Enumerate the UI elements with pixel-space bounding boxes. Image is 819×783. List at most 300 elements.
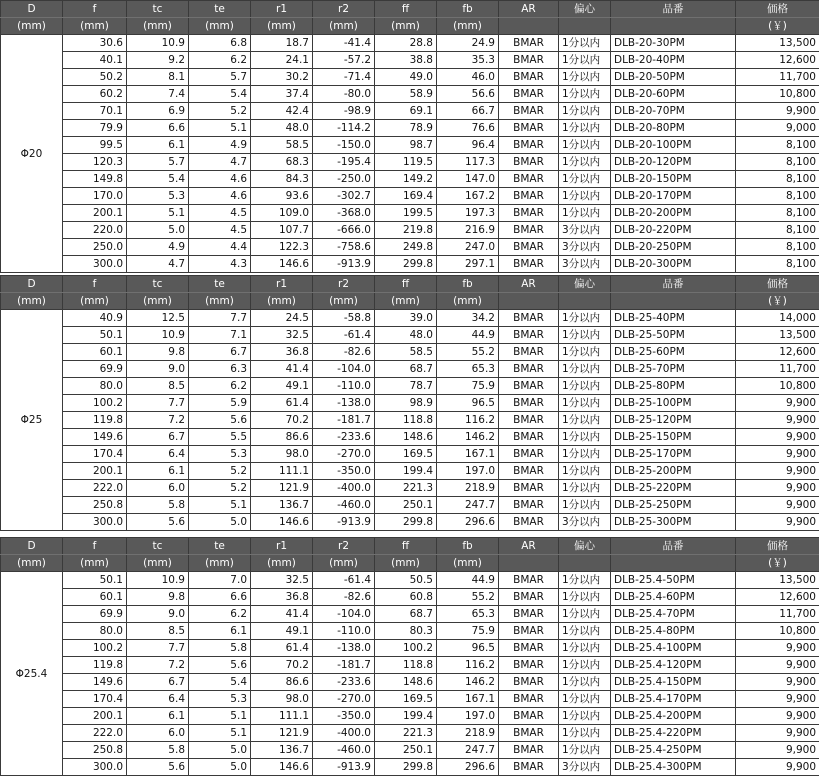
cell-ff: 119.5 <box>375 154 437 171</box>
cell-ar: BMAR <box>499 188 559 205</box>
cell-te: 5.1 <box>189 497 251 514</box>
header-tc: tc <box>127 276 189 293</box>
cell-part-number: DLB-25-40PM <box>611 310 736 327</box>
cell-tc: 6.0 <box>127 480 189 497</box>
cell-price: 9,900 <box>736 514 819 531</box>
cell-tc: 9.0 <box>127 606 189 623</box>
cell-r1: 49.1 <box>251 378 313 395</box>
cell-tc: 5.0 <box>127 222 189 239</box>
table-row <box>1 589 819 606</box>
cell-price: 12,600 <box>736 589 819 606</box>
table-row <box>1 725 819 742</box>
cell-ff: 78.9 <box>375 120 437 137</box>
cell-ff: 80.3 <box>375 623 437 640</box>
table-row <box>1 606 819 623</box>
table-row <box>1 446 819 463</box>
cell-te: 6.2 <box>189 378 251 395</box>
header-eccentricity: 偏心 <box>559 276 611 293</box>
cell-part-number: DLB-20-200PM <box>611 205 736 222</box>
cell-price: 9,900 <box>736 497 819 514</box>
table-row <box>1 35 819 52</box>
cell-r2: -350.0 <box>313 463 375 480</box>
header-price: 価格 <box>736 538 819 555</box>
cell-eccentricity: 1分以内 <box>559 310 611 327</box>
cell-eccentricity: 1分以内 <box>559 446 611 463</box>
cell-fb: 167.1 <box>437 446 499 463</box>
cell-te: 7.0 <box>189 572 251 589</box>
unit-r2: (mm) <box>313 555 375 572</box>
cell-r1: 70.2 <box>251 657 313 674</box>
cell-te: 5.1 <box>189 120 251 137</box>
cell-f: 220.0 <box>63 222 127 239</box>
cell-price: 9,900 <box>736 395 819 412</box>
cell-r1: 36.8 <box>251 344 313 361</box>
cell-te: 4.5 <box>189 205 251 222</box>
cell-r1: 42.4 <box>251 103 313 120</box>
table-row <box>1 429 819 446</box>
unit-row <box>1 18 819 35</box>
header-ff: ff <box>375 1 437 18</box>
cell-part-number: DLB-25.4-60PM <box>611 589 736 606</box>
cell-part-number: DLB-25.4-100PM <box>611 640 736 657</box>
cell-ff: 148.6 <box>375 429 437 446</box>
cell-r1: 111.1 <box>251 708 313 725</box>
cell-r2: -460.0 <box>313 497 375 514</box>
cell-tc: 6.9 <box>127 103 189 120</box>
cell-fb: 44.9 <box>437 327 499 344</box>
cell-part-number: DLB-25-70PM <box>611 361 736 378</box>
cell-tc: 9.0 <box>127 361 189 378</box>
cell-fb: 24.9 <box>437 35 499 52</box>
cell-ar: BMAR <box>499 103 559 120</box>
cell-part-number: DLB-25-150PM <box>611 429 736 446</box>
cell-ar: BMAR <box>499 497 559 514</box>
table-row <box>1 395 819 412</box>
cell-ar: BMAR <box>499 69 559 86</box>
cell-part-number: DLB-25-60PM <box>611 344 736 361</box>
cell-r2: -41.4 <box>313 35 375 52</box>
header-f: f <box>63 276 127 293</box>
cell-ff: 250.1 <box>375 742 437 759</box>
cell-r2: -233.6 <box>313 429 375 446</box>
cell-r2: -71.4 <box>313 69 375 86</box>
table-row <box>1 239 819 256</box>
cell-ff: 221.3 <box>375 480 437 497</box>
cell-ff: 118.8 <box>375 657 437 674</box>
diameter-cell: Φ25 <box>1 310 63 531</box>
cell-part-number: DLB-20-250PM <box>611 239 736 256</box>
unit-eccentricity <box>559 555 611 572</box>
unit-tc: (mm) <box>127 555 189 572</box>
cell-tc: 5.7 <box>127 154 189 171</box>
header-r1: r1 <box>251 1 313 18</box>
cell-r1: 24.5 <box>251 310 313 327</box>
cell-tc: 5.3 <box>127 188 189 205</box>
cell-tc: 6.1 <box>127 463 189 480</box>
cell-part-number: DLB-25-250PM <box>611 497 736 514</box>
cell-ar: BMAR <box>499 395 559 412</box>
cell-r2: -58.8 <box>313 310 375 327</box>
header-f: f <box>63 1 127 18</box>
header-tc: tc <box>127 538 189 555</box>
cell-f: 222.0 <box>63 480 127 497</box>
cell-r2: -350.0 <box>313 708 375 725</box>
cell-r1: 111.1 <box>251 463 313 480</box>
cell-r2: -82.6 <box>313 344 375 361</box>
cell-ff: 49.0 <box>375 69 437 86</box>
cell-tc: 6.4 <box>127 446 189 463</box>
unit-te: (mm) <box>189 293 251 310</box>
cell-eccentricity: 1分以内 <box>559 52 611 69</box>
cell-r1: 32.5 <box>251 572 313 589</box>
unit-f: (mm) <box>63 293 127 310</box>
cell-eccentricity: 3分以内 <box>559 759 611 776</box>
unit-row <box>1 555 819 572</box>
cell-tc: 6.4 <box>127 691 189 708</box>
cell-f: 50.1 <box>63 572 127 589</box>
cell-r2: -57.2 <box>313 52 375 69</box>
unit-price: (￥) <box>736 293 819 310</box>
cell-r1: 146.6 <box>251 759 313 776</box>
cell-ff: 58.9 <box>375 86 437 103</box>
cell-ar: BMAR <box>499 137 559 154</box>
cell-f: 100.2 <box>63 395 127 412</box>
cell-tc: 5.4 <box>127 171 189 188</box>
table-row <box>1 171 819 188</box>
spec-table-3 <box>0 537 819 776</box>
cell-ff: 299.8 <box>375 256 437 273</box>
cell-ar: BMAR <box>499 205 559 222</box>
cell-te: 5.2 <box>189 463 251 480</box>
cell-ar: BMAR <box>499 154 559 171</box>
cell-ar: BMAR <box>499 52 559 69</box>
cell-part-number: DLB-25-170PM <box>611 446 736 463</box>
cell-fb: 167.1 <box>437 691 499 708</box>
cell-r2: -150.0 <box>313 137 375 154</box>
cell-ar: BMAR <box>499 120 559 137</box>
header-f: f <box>63 538 127 555</box>
cell-eccentricity: 1分以内 <box>559 86 611 103</box>
header-row <box>1 276 819 293</box>
cell-r1: 86.6 <box>251 429 313 446</box>
cell-ff: 199.4 <box>375 463 437 480</box>
cell-r1: 122.3 <box>251 239 313 256</box>
cell-f: 50.1 <box>63 327 127 344</box>
cell-tc: 10.9 <box>127 327 189 344</box>
cell-ff: 48.0 <box>375 327 437 344</box>
cell-f: 149.8 <box>63 171 127 188</box>
cell-part-number: DLB-20-120PM <box>611 154 736 171</box>
cell-price: 9,900 <box>736 446 819 463</box>
cell-r2: -758.6 <box>313 239 375 256</box>
cell-f: 60.1 <box>63 589 127 606</box>
cell-ff: 169.4 <box>375 188 437 205</box>
unit-eccentricity <box>559 18 611 35</box>
cell-eccentricity: 1分以内 <box>559 395 611 412</box>
cell-ar: BMAR <box>499 344 559 361</box>
cell-r1: 146.6 <box>251 514 313 531</box>
unit-tc: (mm) <box>127 293 189 310</box>
cell-fb: 65.3 <box>437 606 499 623</box>
table-row <box>1 137 819 154</box>
cell-part-number: DLB-20-80PM <box>611 120 736 137</box>
cell-te: 4.6 <box>189 171 251 188</box>
table-row <box>1 361 819 378</box>
cell-fb: 55.2 <box>437 344 499 361</box>
cell-f: 99.5 <box>63 137 127 154</box>
unit-part-number <box>611 293 736 310</box>
cell-ff: 250.1 <box>375 497 437 514</box>
table-row <box>1 344 819 361</box>
cell-r1: 98.0 <box>251 446 313 463</box>
cell-fb: 296.6 <box>437 759 499 776</box>
cell-ar: BMAR <box>499 759 559 776</box>
cell-r2: -400.0 <box>313 480 375 497</box>
cell-ar: BMAR <box>499 412 559 429</box>
cell-tc: 7.4 <box>127 86 189 103</box>
header-row <box>1 538 819 555</box>
cell-te: 4.5 <box>189 222 251 239</box>
cell-tc: 8.5 <box>127 623 189 640</box>
cell-part-number: DLB-20-150PM <box>611 171 736 188</box>
header-r2: r2 <box>313 1 375 18</box>
cell-price: 9,900 <box>736 463 819 480</box>
cell-tc: 8.1 <box>127 69 189 86</box>
cell-part-number: DLB-25-220PM <box>611 480 736 497</box>
cell-fb: 116.2 <box>437 657 499 674</box>
cell-part-number: DLB-25.4-300PM <box>611 759 736 776</box>
header-te: te <box>189 1 251 18</box>
cell-f: 170.4 <box>63 446 127 463</box>
cell-fb: 75.9 <box>437 378 499 395</box>
cell-tc: 7.7 <box>127 640 189 657</box>
cell-f: 80.0 <box>63 623 127 640</box>
table-row <box>1 497 819 514</box>
cell-te: 5.8 <box>189 640 251 657</box>
cell-r1: 84.3 <box>251 171 313 188</box>
header-eccentricity: 偏心 <box>559 1 611 18</box>
table-row <box>1 188 819 205</box>
cell-eccentricity: 3分以内 <box>559 239 611 256</box>
cell-ar: BMAR <box>499 222 559 239</box>
cell-r1: 70.2 <box>251 412 313 429</box>
cell-te: 5.2 <box>189 480 251 497</box>
table-row <box>1 86 819 103</box>
cell-r1: 98.0 <box>251 691 313 708</box>
table-row <box>1 69 819 86</box>
cell-price: 8,100 <box>736 205 819 222</box>
cell-tc: 6.7 <box>127 429 189 446</box>
table-row <box>1 222 819 239</box>
unit-fb: (mm) <box>437 555 499 572</box>
header-r2: r2 <box>313 276 375 293</box>
cell-r2: -138.0 <box>313 395 375 412</box>
cell-eccentricity: 1分以内 <box>559 463 611 480</box>
cell-eccentricity: 1分以内 <box>559 188 611 205</box>
cell-eccentricity: 1分以内 <box>559 69 611 86</box>
cell-ar: BMAR <box>499 514 559 531</box>
cell-tc: 7.2 <box>127 412 189 429</box>
table-row <box>1 623 819 640</box>
header-part-number: 品番 <box>611 276 736 293</box>
unit-d: (mm) <box>1 18 63 35</box>
cell-part-number: DLB-25.4-120PM <box>611 657 736 674</box>
cell-f: 250.8 <box>63 497 127 514</box>
cell-te: 5.0 <box>189 742 251 759</box>
table-row <box>1 742 819 759</box>
cell-te: 6.2 <box>189 52 251 69</box>
cell-r1: 48.0 <box>251 120 313 137</box>
cell-r2: -138.0 <box>313 640 375 657</box>
cell-part-number: DLB-20-220PM <box>611 222 736 239</box>
cell-eccentricity: 1分以内 <box>559 572 611 589</box>
cell-price: 11,700 <box>736 69 819 86</box>
cell-r2: -368.0 <box>313 205 375 222</box>
cell-r2: -400.0 <box>313 725 375 742</box>
cell-price: 9,900 <box>736 657 819 674</box>
unit-r1: (mm) <box>251 18 313 35</box>
cell-tc: 6.1 <box>127 708 189 725</box>
cell-r2: -233.6 <box>313 674 375 691</box>
cell-price: 8,100 <box>736 222 819 239</box>
cell-fb: 167.2 <box>437 188 499 205</box>
cell-te: 7.1 <box>189 327 251 344</box>
cell-te: 5.3 <box>189 446 251 463</box>
cell-price: 10,800 <box>736 623 819 640</box>
cell-fb: 146.2 <box>437 674 499 691</box>
cell-r1: 58.5 <box>251 137 313 154</box>
header-fb: fb <box>437 1 499 18</box>
cell-ar: BMAR <box>499 310 559 327</box>
cell-price: 9,900 <box>736 742 819 759</box>
cell-te: 5.6 <box>189 412 251 429</box>
cell-f: 149.6 <box>63 429 127 446</box>
cell-price: 11,700 <box>736 361 819 378</box>
cell-r1: 109.0 <box>251 205 313 222</box>
cell-r2: -250.0 <box>313 171 375 188</box>
diameter-cell: Φ20 <box>1 35 63 273</box>
cell-ff: 39.0 <box>375 310 437 327</box>
cell-price: 9,900 <box>736 708 819 725</box>
cell-price: 10,800 <box>736 86 819 103</box>
cell-te: 6.7 <box>189 344 251 361</box>
cell-eccentricity: 1分以内 <box>559 742 611 759</box>
header-ar: AR <box>499 276 559 293</box>
cell-ar: BMAR <box>499 239 559 256</box>
cell-fb: 247.0 <box>437 239 499 256</box>
cell-part-number: DLB-20-30PM <box>611 35 736 52</box>
cell-ar: BMAR <box>499 606 559 623</box>
cell-te: 6.6 <box>189 589 251 606</box>
cell-price: 13,500 <box>736 35 819 52</box>
cell-eccentricity: 1分以内 <box>559 606 611 623</box>
cell-f: 40.9 <box>63 310 127 327</box>
cell-r1: 61.4 <box>251 395 313 412</box>
cell-fb: 66.7 <box>437 103 499 120</box>
cell-r1: 86.6 <box>251 674 313 691</box>
cell-r2: -98.9 <box>313 103 375 120</box>
cell-tc: 4.9 <box>127 239 189 256</box>
unit-ar <box>499 18 559 35</box>
cell-ar: BMAR <box>499 674 559 691</box>
unit-eccentricity <box>559 293 611 310</box>
cell-r1: 37.4 <box>251 86 313 103</box>
cell-price: 8,100 <box>736 188 819 205</box>
cell-price: 9,900 <box>736 691 819 708</box>
cell-eccentricity: 1分以内 <box>559 35 611 52</box>
header-d: D <box>1 276 63 293</box>
cell-ar: BMAR <box>499 691 559 708</box>
cell-r2: -114.2 <box>313 120 375 137</box>
cell-r1: 41.4 <box>251 361 313 378</box>
cell-tc: 5.8 <box>127 742 189 759</box>
cell-tc: 9.2 <box>127 52 189 69</box>
cell-eccentricity: 1分以内 <box>559 691 611 708</box>
cell-ff: 169.5 <box>375 691 437 708</box>
unit-fb: (mm) <box>437 293 499 310</box>
unit-fb: (mm) <box>437 18 499 35</box>
cell-ar: BMAR <box>499 378 559 395</box>
cell-tc: 7.7 <box>127 395 189 412</box>
cell-fb: 65.3 <box>437 361 499 378</box>
cell-tc: 7.2 <box>127 657 189 674</box>
cell-eccentricity: 1分以内 <box>559 429 611 446</box>
cell-price: 9,900 <box>736 480 819 497</box>
cell-ar: BMAR <box>499 171 559 188</box>
cell-r2: -913.9 <box>313 514 375 531</box>
table-row <box>1 412 819 429</box>
cell-price: 12,600 <box>736 344 819 361</box>
cell-fb: 247.7 <box>437 497 499 514</box>
cell-r2: -913.9 <box>313 759 375 776</box>
cell-r1: 24.1 <box>251 52 313 69</box>
cell-fb: 197.0 <box>437 708 499 725</box>
cell-eccentricity: 1分以内 <box>559 120 611 137</box>
cell-ff: 38.8 <box>375 52 437 69</box>
cell-fb: 247.7 <box>437 742 499 759</box>
cell-r1: 49.1 <box>251 623 313 640</box>
cell-r2: -181.7 <box>313 657 375 674</box>
cell-part-number: DLB-25.4-200PM <box>611 708 736 725</box>
header-price: 価格 <box>736 1 819 18</box>
cell-ar: BMAR <box>499 256 559 273</box>
cell-ar: BMAR <box>499 86 559 103</box>
unit-r2: (mm) <box>313 293 375 310</box>
cell-fb: 197.3 <box>437 205 499 222</box>
cell-te: 4.6 <box>189 188 251 205</box>
cell-eccentricity: 1分以内 <box>559 480 611 497</box>
header-d: D <box>1 1 63 18</box>
unit-r1: (mm) <box>251 555 313 572</box>
cell-te: 4.3 <box>189 256 251 273</box>
cell-tc: 6.0 <box>127 725 189 742</box>
cell-fb: 44.9 <box>437 572 499 589</box>
cell-r2: -270.0 <box>313 691 375 708</box>
cell-fb: 96.5 <box>437 395 499 412</box>
cell-ar: BMAR <box>499 429 559 446</box>
header-part-number: 品番 <box>611 1 736 18</box>
table-row <box>1 657 819 674</box>
cell-te: 7.7 <box>189 310 251 327</box>
cell-r2: -80.0 <box>313 86 375 103</box>
cell-f: 222.0 <box>63 725 127 742</box>
cell-ar: BMAR <box>499 327 559 344</box>
cell-tc: 5.1 <box>127 205 189 222</box>
cell-r1: 107.7 <box>251 222 313 239</box>
cell-tc: 6.1 <box>127 137 189 154</box>
cell-f: 300.0 <box>63 514 127 531</box>
table-row <box>1 103 819 120</box>
